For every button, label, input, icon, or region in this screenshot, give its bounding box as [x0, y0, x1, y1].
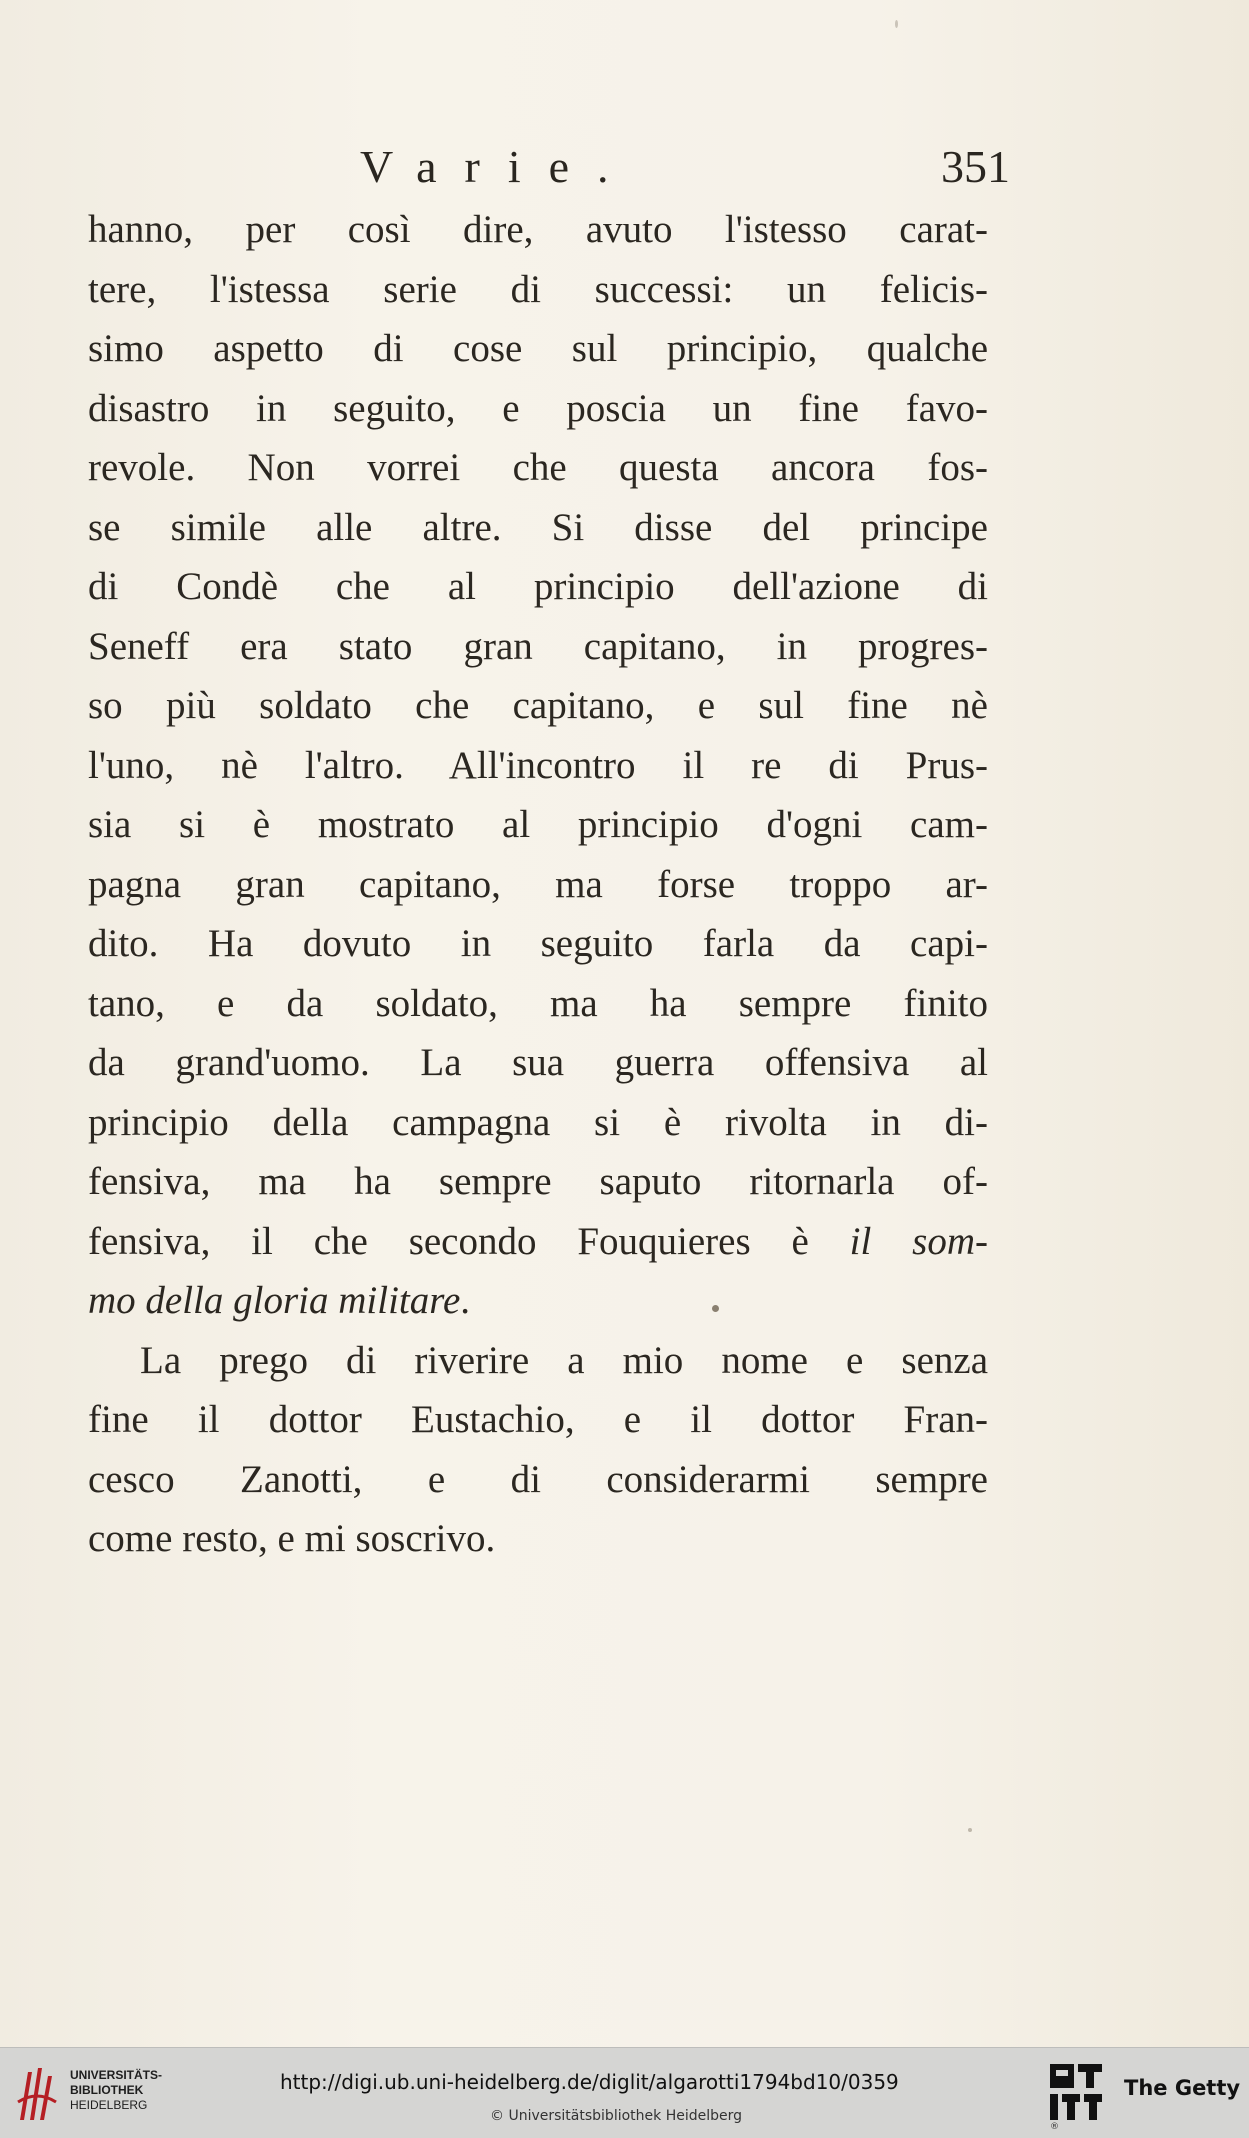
text-line: da grand'uomo. La sua guerra offensiva al — [88, 1041, 988, 1084]
page-header — [360, 140, 1010, 190]
ink-speck — [895, 20, 898, 28]
text-line: fensiva, ma ha sempre saputo ritornarla of- — [88, 1160, 988, 1203]
text-italic: mo della gloria militare — [88, 1279, 461, 1322]
text-line: fine il dottor Eustachio, e il dottor Fran- — [88, 1398, 988, 1441]
text-roman: . — [460, 1279, 471, 1322]
library-name-line: BIBLIOTHEK — [70, 2083, 144, 2097]
text-line: tano, e da soldato, ma ha sempre finito — [88, 981, 988, 1025]
text-italic: il som- — [849, 1219, 988, 1263]
library-name — [70, 2068, 162, 2113]
body-text — [88, 200, 988, 1569]
text-line: principio della campagna si è rivolta in di- — [88, 1100, 988, 1144]
text-line: sia si è mostrato al principio d'ogni cam- — [88, 803, 988, 846]
getty-name: The Getty — [1124, 2076, 1241, 2100]
text-line: l'uno, nè l'altro. All'incontro il re di Prus- — [88, 743, 988, 787]
text-line: di Condè che al principio dell'azione di — [88, 565, 988, 608]
ink-speck — [712, 1305, 719, 1312]
text-line: cesco Zanotti, e di considerarmi sempre — [88, 1457, 988, 1501]
library-name-line: UNIVERSITÄTS- — [70, 2068, 163, 2082]
text-line — [88, 1271, 988, 1331]
copyright-notice: © Universitätsbibliothek Heidelberg — [490, 2108, 743, 2124]
ink-speck — [968, 1828, 972, 1832]
footer-bar — [0, 2047, 1249, 2138]
getty-logo-icon — [1048, 2062, 1104, 2122]
running-title: Varie. — [360, 141, 637, 192]
page-number: 351 — [941, 141, 1010, 192]
text-line: pagna gran capitano, ma forse troppo ar- — [88, 862, 988, 906]
text-line: tere, l'istessa serie di successi: un felicis- — [88, 267, 988, 311]
text-line: La prego di riverire a mio nome e senza — [140, 1338, 988, 1382]
text-line: revole. Non vorrei che questa ancora fos- — [88, 446, 988, 489]
text-line: simo aspetto di cose sul principio, qualche — [88, 327, 988, 370]
text-roman: fensiva, il che secondo Fouquieres è — [88, 1219, 850, 1263]
permalink-url[interactable]: http://digi.ub.uni-heidelberg.de/diglit/algarotti1794bd10/0359 — [280, 2070, 899, 2094]
library-name-line: HEIDELBERG — [70, 2098, 148, 2112]
text-line — [88, 1212, 988, 1272]
text-line: come resto, e mi soscrivo. — [88, 1517, 496, 1560]
text-line: se simile alle altre. Si disse del principe — [88, 505, 988, 549]
text-line: dito. Ha dovuto in seguito farla da capi- — [88, 922, 988, 965]
text-line: disastro in seguito, e poscia un fine favo- — [88, 386, 988, 430]
text-line: hanno, per così dire, avuto l'istesso carat- — [88, 208, 988, 251]
registered-mark: ® — [1050, 2122, 1059, 2132]
text-line: so più soldato che capitano, e sul fine nè — [88, 684, 988, 727]
university-library-logo-icon — [14, 2062, 60, 2124]
text-line: Seneff era stato gran capitano, in progres- — [88, 624, 988, 668]
